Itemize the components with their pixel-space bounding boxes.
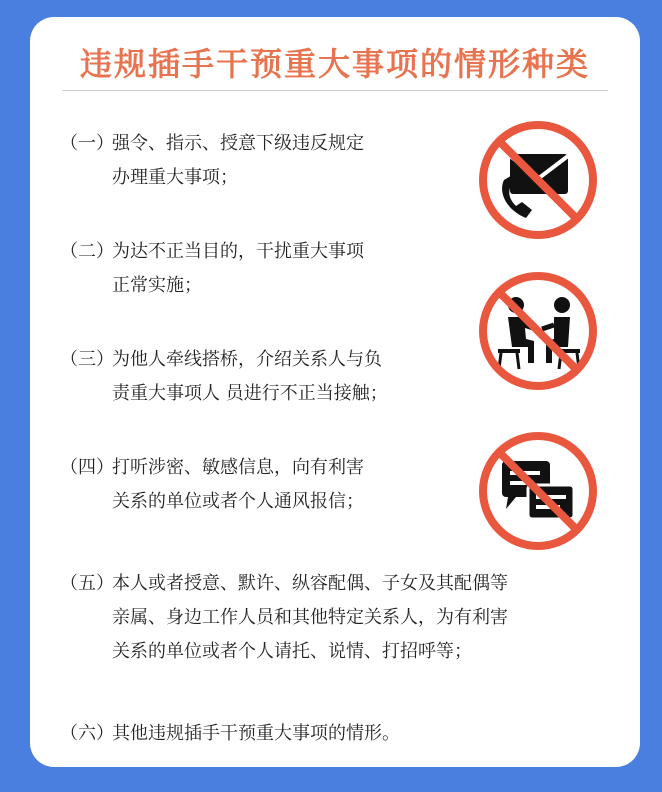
item-number: （三） <box>60 349 114 370</box>
no-meeting-icon <box>476 269 600 393</box>
item-number: （五） <box>60 573 114 594</box>
item-number: （六） <box>60 723 114 744</box>
title-divider <box>62 90 608 91</box>
list-item <box>60 235 364 303</box>
list-item <box>60 451 364 519</box>
item-line: 责重大事项人 员进行不正当接触； <box>112 383 388 404</box>
item-line: 为他人牵线搭桥，介绍关系人与负 <box>112 349 382 370</box>
item-line: 打听涉密、敏感信息，向有利害 <box>112 457 364 478</box>
item-line: 正常实施； <box>112 275 202 296</box>
item-line: 亲属、身边工作人员和其他特定关系人，为有利害 <box>112 607 508 628</box>
item-number: （四） <box>60 457 114 478</box>
no-mail-phone-icon <box>476 118 600 242</box>
item-line: 其他违规插手干预重大事项的情形。 <box>112 723 400 744</box>
item-number: （二） <box>60 241 114 262</box>
page-title: 违规插手干预重大事项的情形种类 <box>79 45 590 83</box>
item-line: 关系的单位或者个人请托、说情、打招呼等； <box>112 641 472 662</box>
no-chat-icon <box>476 429 600 553</box>
item-line: 为达不正当目的，干扰重大事项 <box>112 241 364 262</box>
item-line: 关系的单位或者个人通风报信； <box>112 491 364 512</box>
content-card <box>30 17 640 767</box>
list-item <box>60 717 400 751</box>
item-number: （一） <box>60 133 114 154</box>
item-line: 强令、指示、授意下级违反规定 <box>112 133 364 154</box>
list-item <box>60 127 364 195</box>
list-item <box>60 567 508 669</box>
item-line: 本人或者授意、默许、纵容配偶、子女及其配偶等 <box>112 573 508 594</box>
item-line: 办理重大事项； <box>112 167 238 188</box>
list-item <box>60 343 388 411</box>
